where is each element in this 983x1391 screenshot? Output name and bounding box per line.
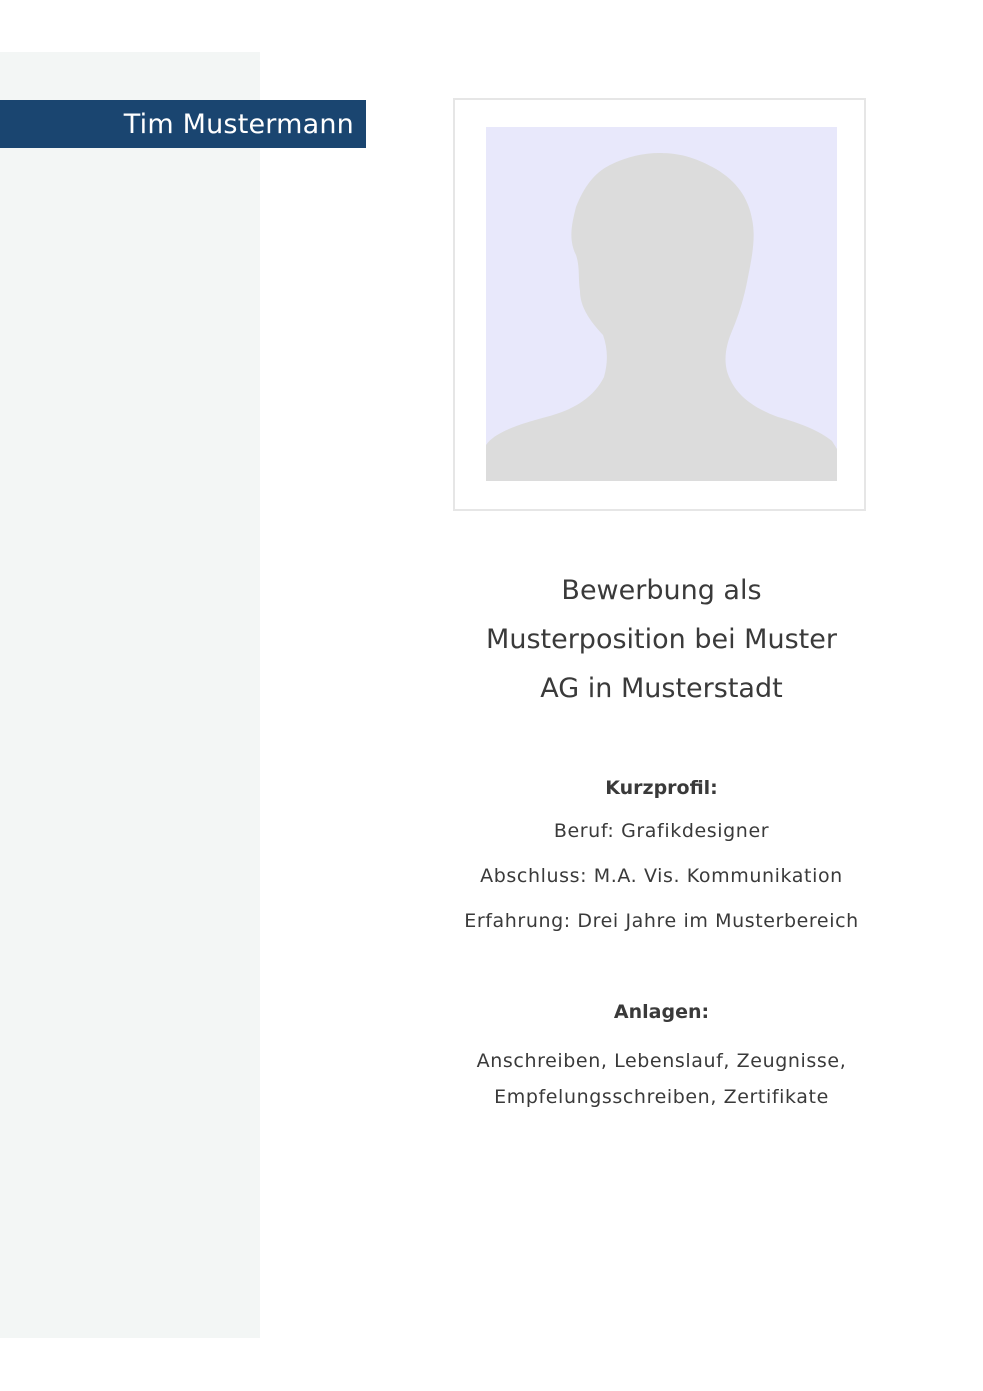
application-headline — [440, 566, 883, 713]
attachments-line-2: Empfelungsschreiben, Zertifikate — [494, 1086, 829, 1108]
headline-line-1: Bewerbung als — [561, 575, 762, 606]
sidebar-panel — [0, 52, 260, 1338]
headline-line-3: AG in Musterstadt — [540, 673, 783, 704]
profile-beruf: Beruf: Grafikdesigner — [553, 820, 770, 842]
profile-erfahrung: Erfahrung: Drei Jahre im Musterbereich — [464, 910, 859, 932]
attachments-line-1: Anschreiben, Lebenslauf, Zeugnisse, — [476, 1050, 847, 1072]
profile-photo — [486, 127, 837, 481]
headline-line-2: Musterposition bei Muster — [486, 624, 837, 655]
profile-label: Kurzprofil: — [605, 777, 718, 799]
attachments-list — [440, 1043, 883, 1115]
photo-frame — [453, 98, 866, 511]
name-banner — [0, 100, 366, 148]
profile-abschluss: Abschluss: M.A. Vis. Kommunikation — [480, 865, 843, 887]
person-silhouette-icon — [486, 127, 837, 481]
applicant-name: Tim Mustermann — [123, 108, 354, 140]
attachments-label: Anlagen: — [613, 1001, 710, 1023]
